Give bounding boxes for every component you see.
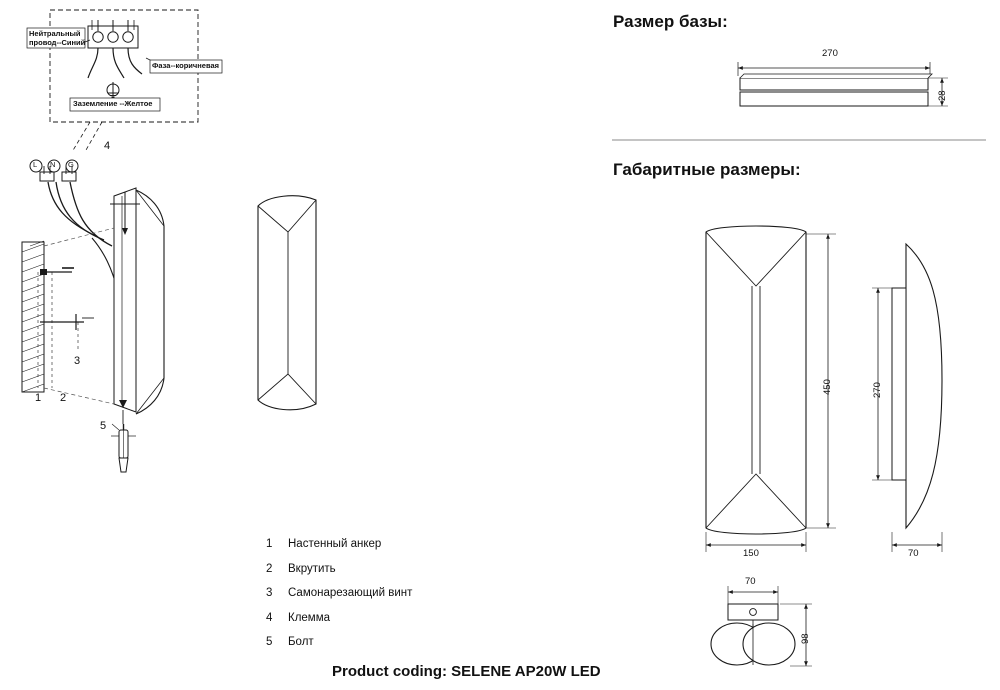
legend-item-label: Вкрутить bbox=[288, 562, 336, 575]
wiring-neutral-label-line1: Нейтральный bbox=[29, 29, 81, 38]
legend-item-number: 5 bbox=[266, 636, 273, 648]
overall-top-view bbox=[711, 586, 812, 666]
step-marker-2: 2 bbox=[60, 392, 67, 404]
front-width-dim: 150 bbox=[743, 548, 759, 559]
wiring-ground-label: Заземление --Желтое bbox=[73, 99, 153, 108]
legend-item-label: Болт bbox=[288, 636, 314, 648]
legend-item bbox=[266, 538, 412, 550]
terminal-letter-l: L bbox=[33, 160, 38, 169]
lamp-isometric-view bbox=[258, 196, 316, 410]
legend-item bbox=[266, 636, 412, 648]
front-height-dim: 450 bbox=[822, 379, 833, 395]
legend-list bbox=[266, 538, 412, 648]
step-marker-5: 5 bbox=[100, 420, 107, 432]
wiring-neutral-label bbox=[29, 30, 85, 47]
top-depth-dim: 98 bbox=[800, 633, 811, 644]
wiring-phase-label: Фаза--коричневая bbox=[152, 61, 220, 70]
legend-item bbox=[266, 587, 412, 599]
product-coding-label: Product coding: SELENE AP20W LED bbox=[332, 663, 601, 680]
legend-item-number: 3 bbox=[266, 587, 273, 599]
overall-side-view bbox=[872, 244, 942, 552]
side-depth-dim: 70 bbox=[908, 548, 919, 559]
step-marker-1: 1 bbox=[35, 392, 42, 404]
installation-drawing-group bbox=[22, 160, 164, 472]
legend-item-number: 1 bbox=[266, 538, 273, 550]
base-size-title: Размер базы: bbox=[613, 12, 728, 31]
side-height-dim: 270 bbox=[872, 382, 883, 398]
legend-item-number: 2 bbox=[266, 562, 273, 575]
base-thickness-dim: 28 bbox=[937, 90, 948, 101]
step-marker-4: 4 bbox=[104, 140, 111, 152]
overall-front-view bbox=[706, 226, 836, 552]
step-marker-3: 3 bbox=[74, 355, 81, 367]
terminal-letter-n: N bbox=[50, 160, 56, 169]
legend-item bbox=[266, 563, 412, 575]
wiring-neutral-label-line2: провод--Синий bbox=[29, 37, 86, 47]
legend-item-label: Самонарезающий винт bbox=[288, 587, 413, 599]
base-length-dim: 270 bbox=[822, 48, 838, 59]
legend-item-number: 4 bbox=[266, 611, 273, 624]
legend-item-label: Настенный анкер bbox=[288, 538, 382, 550]
legend-item-label: Клемма bbox=[288, 611, 331, 624]
overall-size-title: Габаритные размеры: bbox=[613, 160, 801, 179]
terminal-letter-g: G bbox=[68, 160, 74, 169]
legend-item bbox=[266, 612, 412, 624]
base-size-drawing bbox=[738, 62, 948, 106]
top-width-dim: 70 bbox=[745, 576, 756, 587]
